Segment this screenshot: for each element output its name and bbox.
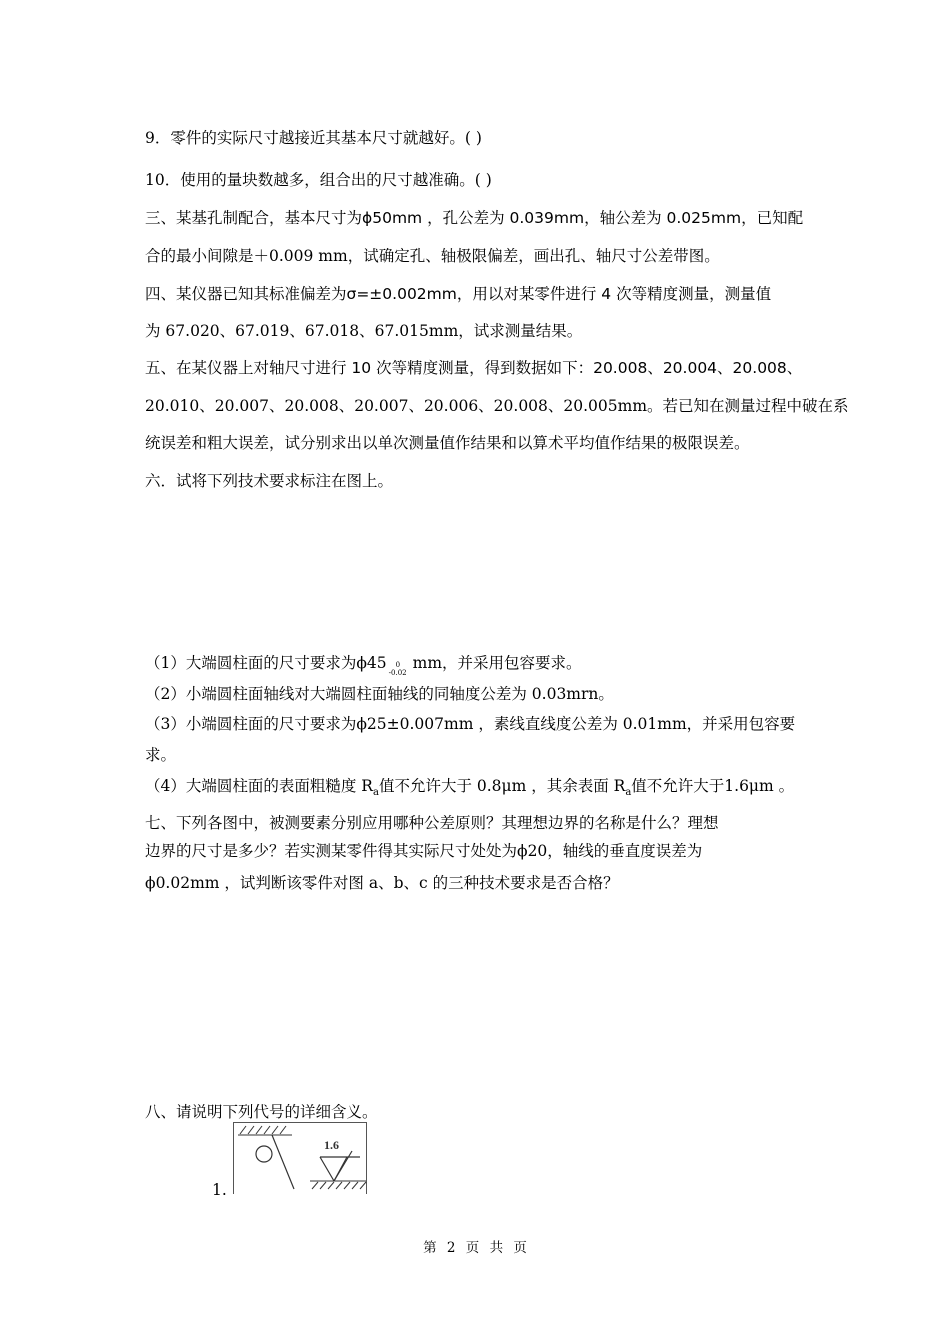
- q9: 9．零件的实际尺寸越接近其基本尺寸就越好。( ): [145, 129, 482, 147]
- tolerance-symbol-drawing: [234, 1123, 368, 1195]
- sec7-line3: ϕ0.02mm ，试判断该零件对图 a、b、c 的三种技术要求是否合格？: [145, 874, 619, 892]
- symbol-figure: [233, 1122, 367, 1194]
- sec6-item2: （2）小端圆柱面轴线对大端圆柱面轴线的同轴度公差为 0.03mrn。: [145, 685, 614, 703]
- sec6-item3-cont: 求。: [145, 746, 177, 764]
- slant-surface-line: [272, 1135, 294, 1189]
- sec6-item4-c: 值不允许大于1.6μm 。: [631, 777, 795, 795]
- sec6-item3: （3）小端圆柱面的尺寸要求为ϕ25±0.007mm ，素线直线度公差为 0.01mm，并采用包容要: [145, 715, 796, 733]
- roughness-triangle: [320, 1151, 360, 1181]
- sec8-title: 八、请说明下列代号的详细含义。: [145, 1103, 378, 1121]
- sec6-item1: [145, 653, 582, 677]
- ball-circle: [256, 1146, 272, 1162]
- tolerance-lower: -0.02: [388, 669, 407, 677]
- sec6-item1-post: mm，并采用包容要求。: [412, 654, 582, 672]
- sec6-title: 六．试将下列技术要求标注在图上。: [145, 472, 394, 490]
- subscript-a-1: a: [372, 787, 379, 798]
- surface-hatch-bottom: [310, 1181, 366, 1189]
- sec6-item4: [145, 776, 794, 799]
- figure-number: 1.: [212, 1181, 227, 1199]
- page-footer: 第 2 页 共 页: [423, 1240, 527, 1256]
- sec5-line2: 20.010、20.007、20.008、20.007、20.006、20.008、20.005mm。若已知在测量过程中破在系: [145, 397, 849, 415]
- datum-hatch-top: [238, 1126, 292, 1135]
- subscript-a-2: a: [625, 787, 632, 798]
- sec3-line2: 合的最小间隙是＋0.009 mm，试确定孔、轴极限偏差，画出孔、轴尺寸公差带图。: [145, 247, 720, 265]
- sec6-item1-pre: （1）大端圆柱面的尺寸要求为ϕ45: [145, 654, 387, 672]
- roughness-value: 1.6: [324, 1138, 339, 1152]
- sec7-line1: 七、下列各图中，被测要素分别应用哪种公差原则？其理想边界的名称是什么？理想: [145, 814, 719, 832]
- sec4-line1: 四、某仪器已知其标准偏差为σ=±0.002mm，用以对某零件进行 4 次等精度测量，测量值: [145, 285, 772, 303]
- sec7-line2: 边界的尺寸是多少？若实测某零件得其实际尺寸处处为ϕ20，轴线的垂直度误差为: [145, 842, 703, 860]
- sec5-line3: 统误差和粗大误差，试分别求出以单次测量值作结果和以算术平均值作结果的极限误差。: [145, 434, 750, 452]
- sec6-item4-b: 值不允许大于 0.8μm ，其余表面 R: [378, 777, 626, 795]
- sec4-line2: 为 67.020、67.019、67.018、67.015mm，试求测量结果。: [145, 322, 583, 340]
- sec5-line1: 五、在某仪器上对轴尺寸进行 10 次等精度测量，得到数据如下：20.008、20.004、20.008、: [145, 359, 803, 377]
- q10: 10．使用的量块数越多，组合出的尺寸越准确。( ): [145, 171, 492, 189]
- sec6-item4-a: （4）大端圆柱面的表面粗糙度 R: [145, 777, 373, 795]
- tolerance-stack: [387, 653, 413, 677]
- tolerance-upper: 0: [395, 661, 401, 669]
- sec3-line1: 三、某基孔制配合，基本尺寸为ϕ50mm ，孔公差为 0.039mm，轴公差为 0.025mm，已知配: [145, 209, 804, 227]
